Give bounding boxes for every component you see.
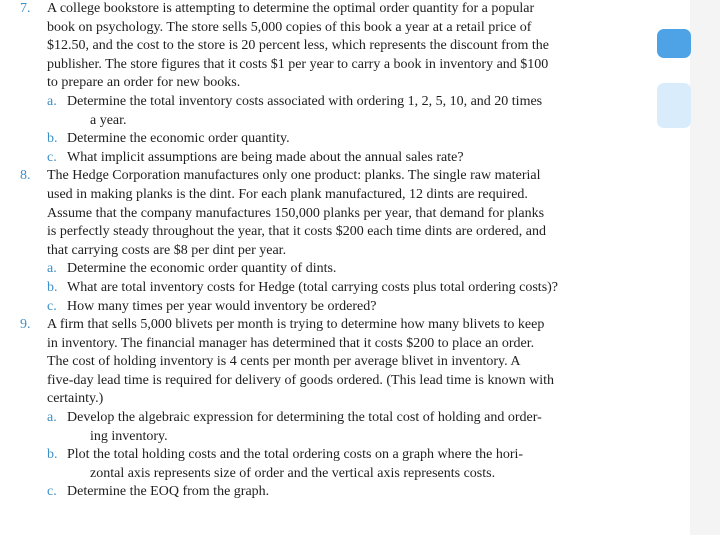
problem-number: 8. [20,168,31,184]
part-letter: a. [47,410,57,426]
problem-text-line: book on psychology. The store sells 5,000 copies of this book a year at a retail price of [47,19,532,35]
part-text-line: ing inventory. [90,428,168,444]
part-letter: c. [47,149,57,165]
part-b [20,446,640,483]
problem-text-line: certainty.) [47,391,104,407]
part-text-line: Determine the economic order quantity of dints. [67,261,337,277]
part-a [20,409,640,446]
part-c [20,149,640,168]
problem-text-line: in inventory. The financial manager has determined that it costs $200 to place an order. [47,335,535,351]
problem-list [20,0,640,502]
part-text-line: What are total inventory costs for Hedge (total carrying costs plus total ordering costs)? [67,279,559,295]
problem-7 [20,0,640,167]
part-letter: b. [47,447,58,463]
part-text-line: Develop the algebraic expression for determining the total cost of holding and order- [67,410,542,426]
problem-text-line: that carrying costs are $8 per dint per year. [47,242,287,258]
part-letter: b. [47,279,58,295]
problem-text-line: The Hedge Corporation manufactures only one product: planks. The single raw material [47,168,541,184]
part-letter: a. [47,261,57,277]
problem-text-line: A college bookstore is attempting to determine the optimal order quantity for a popular [47,1,535,16]
part-c [20,483,640,502]
problem-number: 7. [20,1,31,16]
problem-text-line: is perfectly steady throughout the year, that it costs $200 each time dints are ordered, and [47,224,547,240]
part-c [20,298,640,317]
problem-text-line: The cost of holding inventory is 4 cents per month per average blivet in inventory. A [47,354,521,370]
problem-text-line: used in making planks is the dint. For each plank manufactured, 12 dints are required. [47,186,528,202]
part-letter: c. [47,298,57,314]
part-letter: a. [47,93,57,109]
problem-text-line: Assume that the company manufactures 150,000 planks per year, that demand for planks [47,205,545,221]
part-text-line: Determine the economic order quantity. [67,131,290,147]
part-letter: c. [47,484,57,500]
part-text-line: How many times per year would inventory be ordered? [67,298,377,314]
problem-text-line: five-day lead time is required for delivery of goods ordered. (This lead time is known with [47,372,554,388]
problem-text-line: publisher. The store figures that it costs $1 per year to carry a book in inventory and $100 [47,56,549,72]
part-letter: b. [47,131,58,147]
part-text-line: What implicit assumptions are being made about the annual sales rate? [67,149,464,165]
side-panel-strip [690,0,720,535]
part-a [20,260,640,279]
part-text-line: Plot the total holding costs and the total ordering costs on a graph where the hori- [67,447,524,463]
problem-number: 9. [20,317,31,333]
part-text-line: a year. [90,112,127,128]
part-a [20,93,640,130]
problem-text-line: to prepare an order for new books. [47,75,241,91]
side-tab-inactive[interactable] [657,83,691,128]
part-b [20,279,640,298]
problem-8 [20,167,640,316]
side-tab-active[interactable] [657,29,691,58]
problem-text-line: $12.50, and the cost to the store is 20 percent less, which represents the discount from the [47,38,549,54]
part-text-line: Determine the total inventory costs associated with ordering 1, 2, 5, 10, and 20 times [67,93,543,109]
part-text-line: zontal axis represents size of order and the vertical axis represents costs. [90,465,496,481]
part-text-line: Determine the EOQ from the graph. [67,484,270,500]
problem-9 [20,316,640,502]
problem-text-line: A firm that sells 5,000 blivets per month is trying to determine how many blivets to keep [47,317,545,333]
part-b [20,130,640,149]
